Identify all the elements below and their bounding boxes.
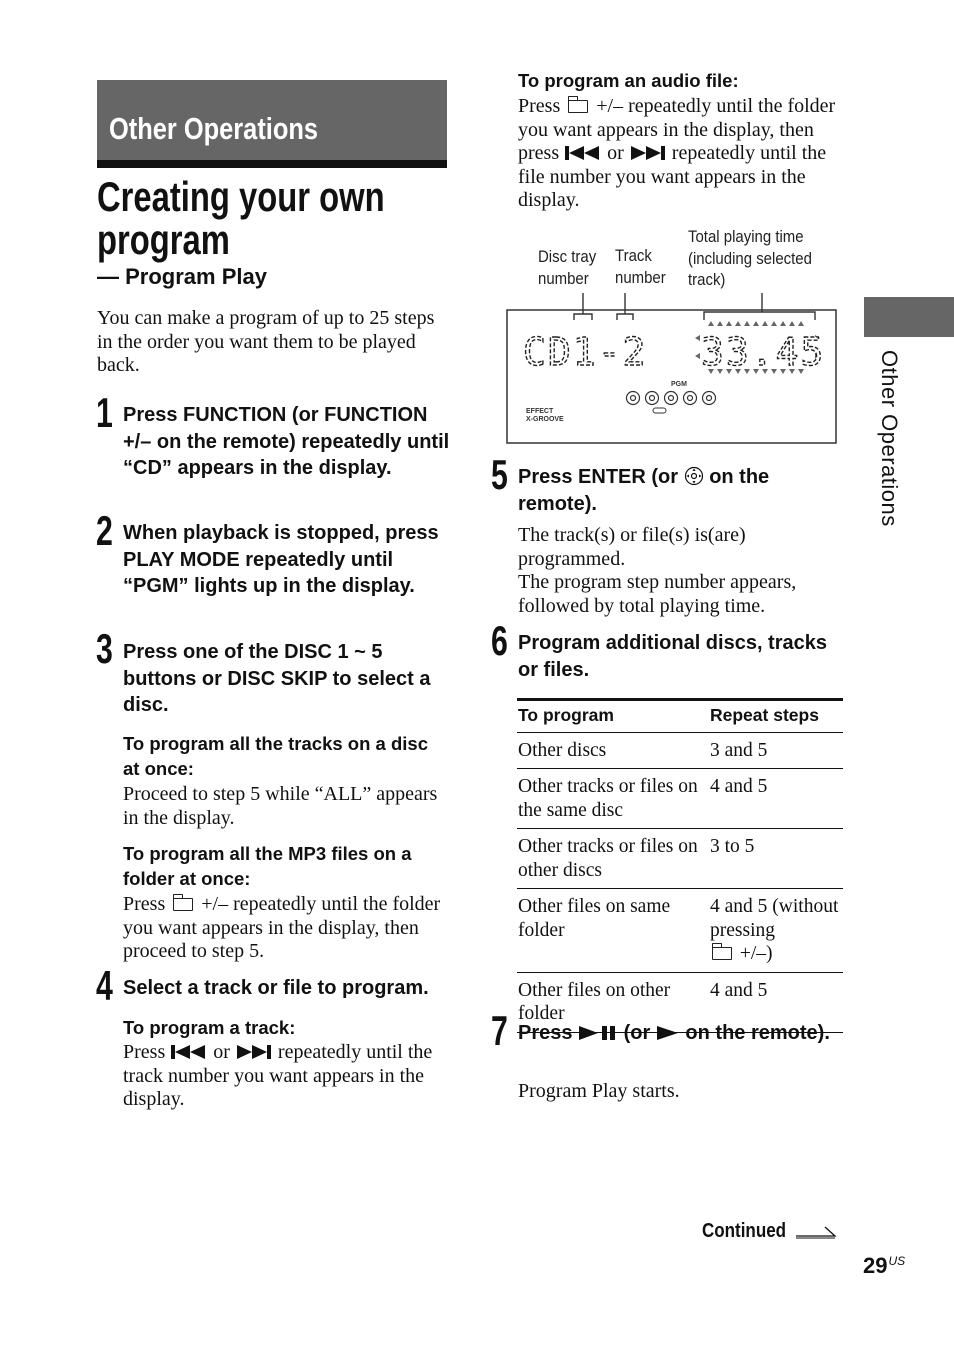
step4-sub2-heading: To program an audio file: xyxy=(518,70,739,91)
enter-icon xyxy=(684,466,704,486)
xgroove-indicator: X-GROOVE xyxy=(526,416,564,423)
page-title-line1: Creating your own xyxy=(97,173,385,220)
table-cell: 4 and 5 xyxy=(709,972,843,1032)
step-number-4: 4 xyxy=(96,962,113,1009)
step4-sub1-heading: To program a track: xyxy=(123,1017,296,1038)
step-number-6: 6 xyxy=(491,617,508,664)
previous-track-icon xyxy=(170,1044,208,1060)
table-row xyxy=(517,889,843,973)
step-text-5: Press ENTER (or on the remote). xyxy=(518,466,770,515)
display-illustration xyxy=(505,290,839,446)
play-pause-icon xyxy=(578,1025,618,1041)
table-cell: Other tracks or files on the same disc xyxy=(517,769,709,829)
program-table xyxy=(517,698,843,1033)
label-disc-tray-number: Disc tray number xyxy=(538,247,597,288)
continued-label: Continued xyxy=(702,1220,787,1242)
folder-icon xyxy=(568,100,588,113)
previous-track-icon xyxy=(564,145,602,161)
side-tab-label: Other Operations xyxy=(877,350,902,527)
step-number-5: 5 xyxy=(491,451,508,498)
step4-sub2-body: Press +/– repeatedly until the folder you want appears in the display, then press or repeatedly until the file number you want appears in the display. xyxy=(518,95,836,211)
step5-body: The track(s) or file(s) is(are) programmed. The program step number appears, followed by total playing time. xyxy=(518,524,797,617)
step3-sub1-heading: To program all the tracks on a disc at once: xyxy=(123,733,428,779)
segment-right: 33.45 xyxy=(701,330,826,374)
label-total-playing-time: Total playing time (including selected track) xyxy=(688,227,812,289)
page-title-line2: program xyxy=(97,216,230,263)
table-cell: 3 and 5 xyxy=(709,732,843,769)
step4-sub1-body: Press or repeatedly until the track number you want appears in the display. xyxy=(123,1041,433,1110)
step-number-3: 3 xyxy=(96,625,113,672)
section-banner-title: Other Operations xyxy=(109,111,319,146)
step-text-3: Press one of the DISC 1 ~ 5 buttons or DISC SKIP to select a disc. xyxy=(123,641,431,716)
next-track-icon xyxy=(235,1044,273,1060)
table-cell: 4 and 5 (without pressing +/–) xyxy=(709,889,843,973)
step3-sub2-body: Press +/– repeatedly until the folder you want appears in the display, then proceed to step 5. xyxy=(123,893,441,962)
step-text-4: Select a track or file to program. xyxy=(123,977,429,999)
callout-leaders xyxy=(574,293,815,320)
pgm-indicator: PGM xyxy=(671,381,687,388)
table-cell: 4 and 5 xyxy=(709,769,843,829)
table-header-row xyxy=(517,700,843,733)
next-track-icon xyxy=(629,145,667,161)
folder-icon xyxy=(173,898,193,911)
disc-icons xyxy=(627,392,716,405)
table-row xyxy=(517,769,843,829)
folder-icon xyxy=(712,947,732,960)
page-title xyxy=(97,175,385,261)
table-cell: Other files on other folder xyxy=(517,972,709,1032)
table-row xyxy=(517,732,843,769)
step7-body: Program Play starts. xyxy=(518,1080,680,1102)
table-cell: 3 to 5 xyxy=(709,829,843,889)
table-cell: Other discs xyxy=(517,732,709,769)
table-cell: Other files on same folder xyxy=(517,889,709,973)
page-number: $29^{US}$ xyxy=(863,1253,906,1278)
table-header: Repeat steps xyxy=(709,700,843,733)
step-number-7: 7 xyxy=(491,1007,508,1054)
segment-left: CD1-2 xyxy=(523,330,648,374)
table-header: To program xyxy=(517,700,709,733)
step-text-1: Press FUNCTION (or FUNCTION +/– on the remote) repeatedly until “CD” appears in the display. xyxy=(123,404,450,479)
step-text-7: Press (or on the remote). xyxy=(518,1022,830,1044)
label-track-number: Track number xyxy=(615,246,666,287)
step-number-1: 1 xyxy=(96,389,113,436)
continued-arrow-icon xyxy=(795,1223,837,1239)
step-number-2: 2 xyxy=(96,507,113,554)
step-text-6: Program additional discs, tracks or files. xyxy=(518,632,827,681)
effect-indicator: EFFECT xyxy=(526,408,554,415)
table-cell: Other tracks or files on other discs xyxy=(517,829,709,889)
intro-paragraph: You can make a program of up to 25 steps in the order you want them to be played back. xyxy=(97,307,435,376)
step3-sub1-body: Proceed to step 5 while “ALL” appears in the display. xyxy=(123,783,438,829)
step-text-2: When playback is stopped, press PLAY MODE repeatedly until “PGM” lights up in the display. xyxy=(123,522,439,597)
section-banner xyxy=(97,80,447,168)
step3-sub2-heading: To program all the MP3 files on a folder at once: xyxy=(123,843,412,889)
side-tab xyxy=(864,297,954,337)
table-row xyxy=(517,829,843,889)
play-icon xyxy=(656,1025,680,1041)
page-subtitle: — Program Play xyxy=(97,264,267,289)
repeat-icon xyxy=(653,408,666,413)
